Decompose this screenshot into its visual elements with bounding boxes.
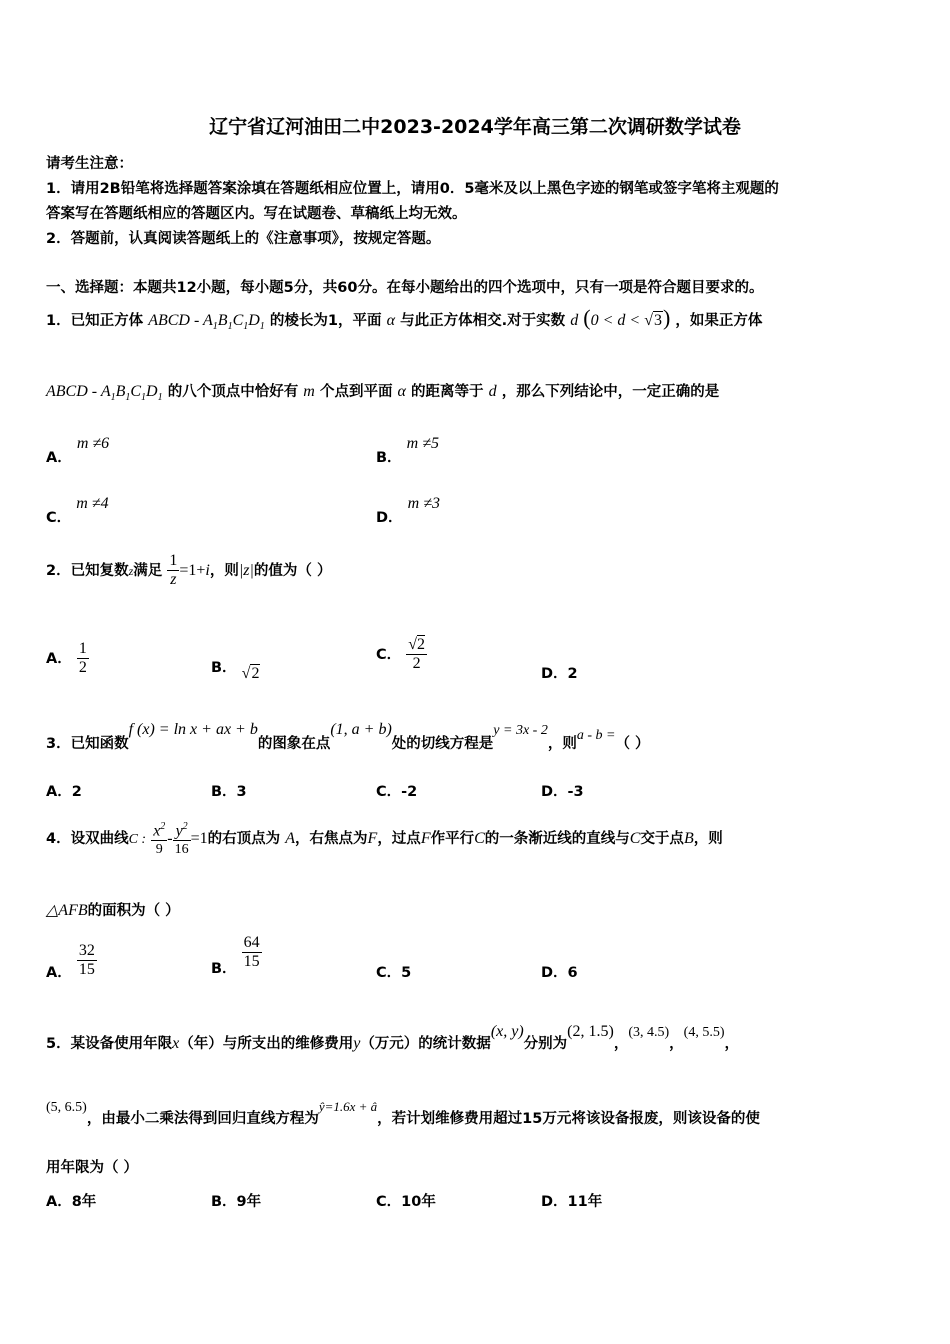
q1-text-8: ，那么下列结论中，一定正确的是	[501, 384, 720, 400]
q2-option-a[interactable]: A． $\frac{1}{2}$	[46, 640, 87, 676]
q5-y: y	[353, 1035, 361, 1052]
q1-paren-open: (	[583, 305, 591, 330]
q3-option-b[interactable]: B．3	[211, 784, 247, 800]
q5-text-5: ，由最小二乘法得到回归直线方程为	[86, 1111, 319, 1127]
q1-text-7: 的距离等于	[411, 384, 484, 400]
q2-text-2: 满足	[133, 563, 163, 579]
q4-point-f: F	[367, 830, 378, 848]
q5-text-3: （万元）的统计数据	[360, 1036, 491, 1052]
q1-range: 0 < d <	[590, 312, 645, 329]
question-4-line-2	[46, 899, 180, 920]
q4-option-b[interactable]: B． $\frac{64}{15}$	[211, 934, 260, 977]
q5-text-4: 分别为	[523, 1036, 568, 1052]
q2-option-b[interactable]: B． √2	[211, 660, 260, 682]
question-3	[46, 718, 650, 752]
q5-x: x	[172, 1035, 180, 1052]
q5-data-2: (3, 4.5)	[628, 1025, 670, 1040]
q1-text-6: 个点到平面	[319, 384, 393, 400]
q5-comma-3: ，	[724, 1036, 739, 1052]
q4-minus: -	[167, 830, 173, 848]
q1-option-c[interactable]: C． m ≠4	[46, 495, 109, 526]
q4-option-a[interactable]: A． $\frac{32}{15}$	[46, 942, 95, 981]
q5-data-4: (5, 6.5)	[46, 1100, 87, 1115]
question-5-line-1	[46, 1020, 739, 1052]
question-5-line-3: 用年限为（ ）	[46, 1160, 139, 1176]
q4-option-c[interactable]: C．5	[376, 965, 412, 981]
q3-text-2: 的图象在点	[257, 736, 331, 752]
q2-option-c[interactable]: C． $\frac{√2}{2}$	[376, 636, 426, 672]
q5-data-1: (2, 1.5)	[567, 1023, 614, 1040]
q1-text-3: 与此正方体相交.对于实数	[400, 313, 566, 329]
q2-abs: |z|	[238, 562, 254, 579]
q4-point-a: A	[285, 830, 296, 848]
q2-text-1: 2．已知复数	[46, 563, 129, 579]
question-2	[46, 552, 331, 589]
q4-text-9: 的面积为（ ）	[87, 903, 180, 919]
q3-text-5: （ ）	[615, 736, 650, 752]
q5-text-6: ，若计划维修费用超过15万元将该设备报废，则该设备的使	[377, 1111, 760, 1127]
notice-line-3: 2．答题前，认真阅读答题纸上的《注意事项》，按规定答题。	[46, 231, 441, 247]
q4-text-7: 交于点	[640, 831, 684, 848]
q3-option-c[interactable]: C．-2	[376, 784, 418, 800]
q3-expr: a - b =	[576, 728, 616, 743]
q1-cube-2: ABCD - $A_1B_1C_1D_1$	[46, 383, 163, 404]
q1-option-d[interactable]: D． m ≠3	[376, 495, 440, 526]
q4-curve-label: C :	[128, 832, 147, 848]
q4-text-8: ，则	[693, 831, 723, 848]
q1-d: d	[570, 312, 579, 329]
q1-alpha-2: α	[397, 383, 406, 400]
q5-xy: (x, y)	[490, 1023, 524, 1040]
q2-text-4: 的值为（ ）	[253, 563, 332, 579]
q2-z: z	[128, 564, 134, 578]
q4-text-5: 作平行	[430, 831, 475, 848]
q1-text-4: ，如果正方体	[675, 313, 763, 329]
q1-text-2: 的棱长为1，平面	[269, 313, 382, 329]
q3-function: f (x) = ln x + ax + b	[128, 721, 258, 738]
q5-comma-1: ，	[613, 1036, 629, 1052]
q4-curve-c-2: C	[629, 830, 641, 848]
q1-sqrt3: √3	[644, 312, 662, 329]
q4-text-1: 4．设双曲线	[46, 831, 129, 848]
notice-line-2: 答案写在答题纸相应的答题区内。写在试题卷、草稿纸上均无效。	[46, 206, 467, 222]
q4-curve-c: C	[474, 830, 485, 848]
q2-fraction: $\frac{1}{z}$	[169, 552, 178, 588]
q4-text-2: 的右顶点为	[207, 831, 281, 848]
q4-option-d[interactable]: D．6	[541, 965, 578, 981]
q3-tangent: y = 3x - 2	[493, 723, 548, 738]
q3-text-1: 3．已知函数	[46, 736, 129, 752]
q5-option-a[interactable]: A．8年	[46, 1194, 97, 1210]
q2-text-3: ，则	[209, 563, 239, 579]
q4-frac-y: $\frac{y^2}{16}$	[173, 818, 191, 859]
q1-m: m	[303, 383, 315, 400]
q2-eq: =1+	[179, 562, 206, 579]
q2-option-d[interactable]: D．2	[541, 666, 578, 682]
q5-option-c[interactable]: C．10年	[376, 1194, 436, 1210]
section-heading: 一、选择题：本题共12小题，每小题5分，共60分。在每小题给出的四个选项中，只有一项是符合题目要求的。	[46, 280, 764, 296]
q4-text-4: ，过点	[377, 831, 421, 848]
q4-text-3: ，右焦点为	[295, 831, 368, 848]
q5-option-d[interactable]: D．11年	[541, 1194, 603, 1210]
notice-line-1: 1．请用2B铅笔将选择题答案涂填在答题纸相应位置上，请用0．5毫米及以上黑色字迹的钢笔或签字笔将主观题的	[46, 181, 779, 197]
q1-option-b[interactable]: B． m ≠5	[376, 435, 439, 466]
q5-text-1: 5．某设备使用年限	[46, 1036, 173, 1052]
q5-regression: ŷ=1.6x + â	[318, 1099, 378, 1114]
q3-text-3: 处的切线方程是	[391, 736, 494, 752]
q4-frac-x: $\frac{x^2}{9}$	[151, 818, 167, 859]
q1-paren-close: )	[662, 305, 671, 330]
q1-text-1: 1．已知正方体	[46, 313, 144, 329]
q2-i: i	[205, 562, 210, 579]
q1-cube: ABCD - $A_1B_1C_1D_1$	[148, 312, 265, 333]
question-1-line-2	[46, 380, 719, 403]
q4-eq: =1	[190, 830, 208, 848]
q5-text-2: （年）与所支出的维修费用	[179, 1036, 354, 1052]
q3-point: (1, a + b)	[330, 721, 392, 738]
q4-point-f-2: F	[420, 830, 431, 848]
q1-d-2: d	[488, 383, 497, 400]
q3-option-a[interactable]: A．2	[46, 784, 82, 800]
q1-text-5: 的八个顶点中恰好有	[167, 384, 299, 400]
q5-data-3: (4, 5.5)	[683, 1025, 725, 1040]
q1-option-a[interactable]: A． m ≠6	[46, 435, 110, 466]
q4-point-b: B	[683, 830, 694, 848]
notice-heading: 请考生注意：	[46, 156, 133, 172]
q5-comma-2: ，	[669, 1036, 684, 1052]
question-4-line-1	[46, 818, 723, 859]
page-title: 辽宁省辽河油田二中2023-2024学年高三第二次调研数学试卷	[209, 116, 741, 138]
q4-triangle: △AFB	[46, 902, 88, 919]
q3-option-d[interactable]: D．-3	[541, 784, 584, 800]
q3-text-4: ，则	[547, 736, 577, 752]
q1-alpha: α	[386, 312, 395, 329]
q4-text-6: 的一条渐近线的直线与	[484, 831, 630, 848]
question-1-line-1	[46, 305, 762, 332]
question-5-line-2	[46, 1095, 760, 1127]
q5-option-b[interactable]: B．9年	[211, 1194, 262, 1210]
